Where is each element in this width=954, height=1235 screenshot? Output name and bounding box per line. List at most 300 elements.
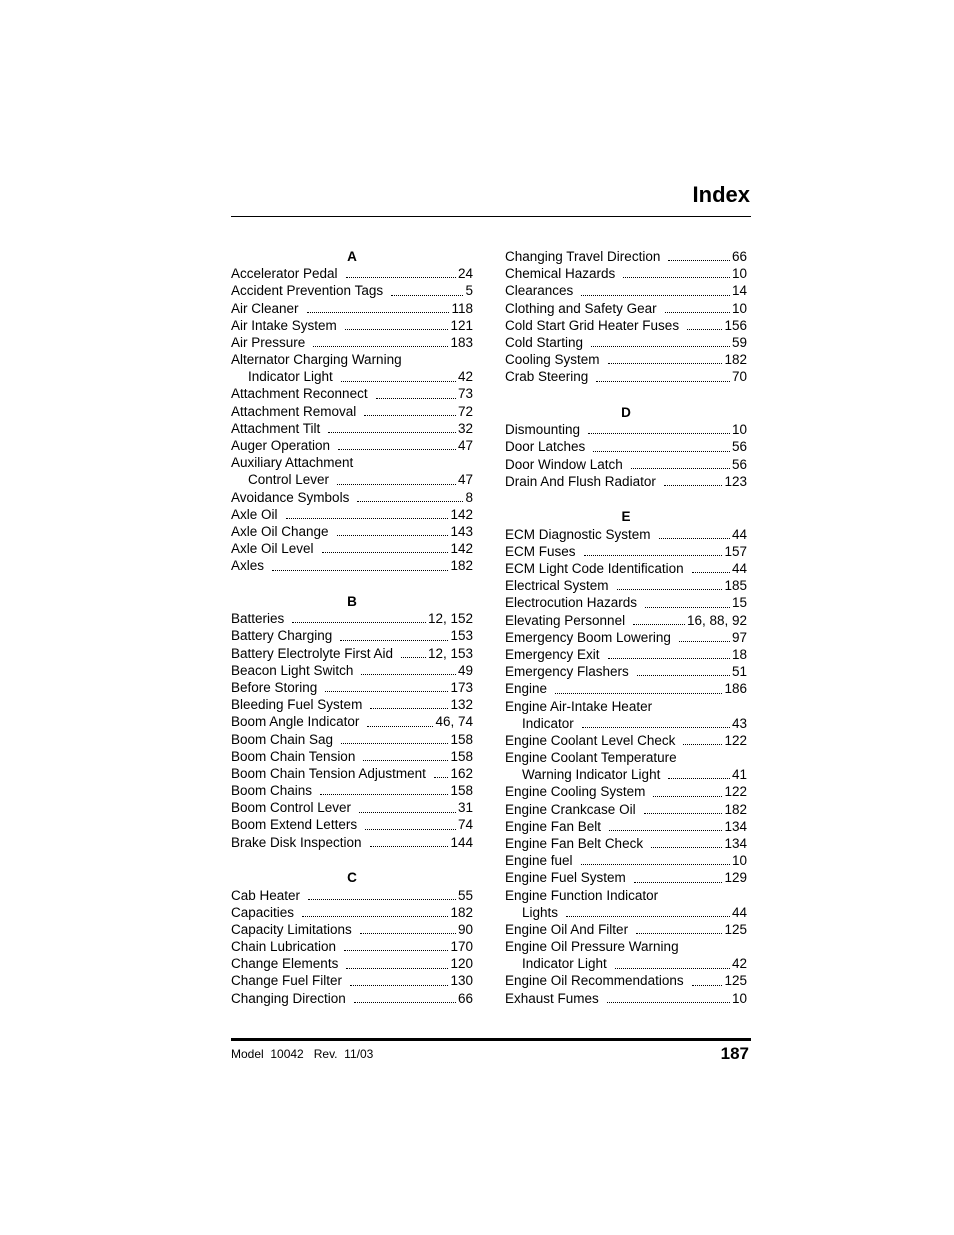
- index-entry-page: 144: [450, 834, 473, 850]
- dot-leader: [631, 468, 730, 469]
- index-entry-term: Axle Oil Change: [231, 523, 329, 539]
- index-entry-term: Chemical Hazards: [505, 266, 616, 282]
- index-entry-term: Lights: [522, 904, 559, 920]
- dot-leader: [668, 260, 730, 261]
- index-entry-term: Indicator Light: [522, 956, 607, 972]
- index-entry: [505, 612, 747, 629]
- index-entry-term: Attachment Reconnect: [231, 386, 368, 402]
- section-spacer: [505, 386, 747, 405]
- index-entry: [505, 852, 747, 869]
- index-entry: [231, 489, 473, 506]
- index-entry-term: Crab Steering: [505, 369, 589, 385]
- index-entry-term: Change Fuel Filter: [231, 973, 343, 989]
- dot-leader: [692, 985, 723, 986]
- index-entry: [505, 560, 747, 577]
- dot-leader: [665, 312, 730, 313]
- dot-leader: [346, 968, 448, 969]
- index-entry: [231, 265, 473, 282]
- index-entry: [231, 834, 473, 851]
- dot-leader: [292, 622, 426, 623]
- dot-leader: [341, 743, 448, 744]
- section-spacer: [231, 851, 473, 870]
- index-entry-page: 162: [450, 765, 473, 781]
- index-column-right: [505, 248, 747, 1007]
- index-entry-page: 44: [731, 904, 747, 920]
- index-entry-term: Boom Chains: [231, 783, 313, 799]
- section-letter-heading: E: [621, 509, 631, 525]
- index-entry-term: ECM Fuses: [505, 543, 576, 559]
- section-letter-heading: D: [621, 405, 631, 420]
- index-entry-page: 41: [731, 767, 747, 783]
- index-entry-term: Door Latches: [505, 439, 586, 455]
- dot-leader: [401, 657, 426, 658]
- index-entry-page: 97: [731, 629, 747, 645]
- dot-leader: [683, 744, 722, 745]
- index-entry-term: Indicator Light: [248, 369, 333, 385]
- dot-leader: [644, 813, 723, 814]
- index-entry: [505, 921, 747, 938]
- dot-leader: [370, 708, 448, 709]
- index-entry-page: 10: [731, 300, 747, 316]
- index-entry-term: Boom Chain Tension: [231, 748, 356, 764]
- page-title: Index: [692, 182, 750, 207]
- section-spacer: [505, 490, 747, 509]
- index-entry: [505, 766, 747, 783]
- index-entry-page: 158: [450, 783, 473, 799]
- index-entry: [505, 904, 747, 921]
- index-entry-page: 118: [451, 300, 473, 316]
- index-entry-term: Dismounting: [505, 422, 581, 438]
- index-entry-term: Before Storing: [231, 679, 318, 695]
- index-entry-term: Boom Control Lever: [231, 800, 352, 816]
- index-entry: [505, 317, 747, 334]
- index-entry: [505, 818, 747, 835]
- index-entry-page: 14: [731, 283, 747, 299]
- index-entry-term: Boom Extend Letters: [231, 817, 358, 833]
- index-entry: [231, 799, 473, 816]
- dot-leader: [328, 432, 456, 433]
- index-entry-page: 157: [724, 543, 747, 559]
- index-entry: [231, 334, 473, 351]
- index-entry-page: 183: [450, 334, 473, 350]
- index-entry: [231, 921, 473, 938]
- dot-leader: [566, 916, 730, 917]
- index-entry-page: 8: [465, 489, 473, 505]
- section-letter-heading: A: [347, 249, 357, 264]
- index-entry-page: 158: [450, 748, 473, 764]
- index-entry-term: Change Elements: [231, 956, 339, 972]
- index-entry-page: 15: [731, 595, 747, 611]
- index-entry-page: 129: [724, 870, 747, 886]
- dot-leader: [623, 277, 730, 278]
- index-entry-term: Engine fuel: [505, 853, 573, 869]
- index-entry: [505, 715, 747, 732]
- dot-leader: [340, 640, 448, 641]
- dot-leader: [588, 433, 730, 434]
- index-entry-page: 173: [450, 679, 473, 695]
- dot-leader: [636, 933, 722, 934]
- dot-leader: [607, 1002, 730, 1003]
- index-entry-page: 32: [457, 420, 473, 436]
- index-entry-term: Emergency Flashers: [505, 664, 629, 680]
- index-entry-term: Beacon Light Switch: [231, 662, 354, 678]
- dot-leader: [338, 449, 456, 450]
- dot-leader: [591, 346, 730, 347]
- index-entry-term: Electrocution Hazards: [505, 595, 638, 611]
- dot-leader: [376, 398, 456, 399]
- index-entry-term: Auger Operation: [231, 438, 331, 454]
- dot-leader: [609, 830, 722, 831]
- index-entry: [505, 955, 747, 972]
- index-entry-page: 74: [457, 817, 473, 833]
- index-entry-page: 125: [724, 973, 747, 989]
- index-entry: [231, 765, 473, 782]
- index-entry: [231, 904, 473, 921]
- index-entry-term: Accelerator Pedal: [231, 266, 338, 282]
- index-entry-page: 121: [450, 317, 473, 333]
- index-entry-term: Chain Lubrication: [231, 939, 337, 955]
- dot-leader: [350, 985, 448, 986]
- index-entry: [231, 679, 473, 696]
- index-entry: [505, 438, 747, 455]
- index-entry-term: Battery Electrolyte First Aid: [231, 645, 394, 661]
- index-entry-page: 185: [724, 578, 747, 594]
- index-entry-page: 186: [724, 681, 747, 697]
- dot-leader: [363, 760, 448, 761]
- dot-leader: [608, 363, 723, 364]
- index-entry-term: Brake Disk Inspection: [231, 834, 362, 850]
- dot-leader: [313, 346, 448, 347]
- index-entry-term: Boom Chain Sag: [231, 731, 334, 747]
- index-entry-term-line: Auxiliary Attachment: [231, 455, 354, 471]
- dot-leader: [692, 572, 730, 573]
- index-entry: [505, 282, 747, 299]
- index-entry-page: 5: [465, 283, 473, 299]
- index-entry: [231, 386, 473, 403]
- index-entry: [505, 334, 747, 351]
- dot-leader: [687, 329, 722, 330]
- index-entry-term: Capacities: [231, 904, 295, 920]
- index-entry-page: 142: [450, 506, 473, 522]
- title-rule: [231, 216, 751, 217]
- index-entry-page: 156: [724, 317, 747, 333]
- index-entry: [231, 300, 473, 317]
- index-entry-term: Indicator: [522, 715, 574, 731]
- section-letter-heading: C: [347, 870, 357, 886]
- index-entry-term: Clothing and Safety Gear: [505, 300, 657, 316]
- index-entry-page: 44: [731, 526, 747, 542]
- index-entry: [505, 663, 747, 680]
- index-entry-term: Changing Direction: [231, 990, 346, 1006]
- index-entry: [231, 282, 473, 299]
- index-entry: [231, 610, 473, 627]
- index-entry-page: 10: [731, 990, 747, 1006]
- index-entry-term: ECM Diagnostic System: [505, 526, 651, 542]
- index-entry-term: Engine Fan Belt Check: [505, 835, 644, 851]
- index-entry-page: 73: [457, 386, 473, 402]
- index-entry: [505, 783, 747, 800]
- section-letter-heading: B: [347, 594, 357, 610]
- index-entry-page: 142: [450, 541, 473, 557]
- index-entry-page: 182: [450, 558, 473, 574]
- dot-leader: [584, 555, 723, 556]
- index-entry-page: 55: [457, 887, 473, 903]
- index-entry: [231, 645, 473, 662]
- dot-leader: [637, 675, 730, 676]
- index-entry-term: Warning Indicator Light: [522, 767, 661, 783]
- index-entry-term: Elevating Personnel: [505, 612, 626, 628]
- index-entry: [505, 368, 747, 385]
- index-entry: [231, 557, 473, 574]
- dot-leader: [434, 777, 449, 778]
- index-entry-term: Capacity Limitations: [231, 921, 352, 937]
- dot-leader: [364, 415, 456, 416]
- index-entry-page: 72: [457, 403, 473, 419]
- dot-leader: [596, 381, 730, 382]
- index-entry-term: Attachment Tilt: [231, 420, 321, 436]
- index-entry-term: Control Lever: [248, 472, 330, 488]
- dot-leader: [344, 950, 448, 951]
- index-entry-term: Emergency Exit: [505, 646, 600, 662]
- dot-leader: [337, 535, 449, 536]
- index-entry-term-line: Engine Function Indicator: [505, 887, 659, 903]
- index-entry: [231, 403, 473, 420]
- index-entry-term-line: Alternator Charging Warning: [231, 352, 402, 368]
- dot-leader: [367, 726, 433, 727]
- index-entry-page: 182: [724, 352, 747, 368]
- dot-leader: [286, 518, 449, 519]
- dot-leader: [581, 864, 730, 865]
- index-entry-page: 43: [731, 715, 747, 731]
- index-entry-page: 123: [724, 473, 747, 489]
- index-entry-term: Cold Starting: [505, 334, 584, 350]
- dot-leader: [302, 916, 448, 917]
- index-entry-term: Clearances: [505, 283, 574, 299]
- index-entry-page: 130: [450, 973, 473, 989]
- index-entry-term: Electrical System: [505, 578, 609, 594]
- dot-leader: [365, 829, 456, 830]
- index-entry-page: 158: [450, 731, 473, 747]
- index-entry: [505, 248, 747, 265]
- index-entry-page: 70: [731, 369, 747, 385]
- dot-leader: [391, 295, 463, 296]
- index-entry: [231, 973, 473, 990]
- index-entry-term: Bleeding Fuel System: [231, 697, 363, 713]
- index-entry-term: Accident Prevention Tags: [231, 283, 384, 299]
- index-entry: [231, 696, 473, 713]
- index-entry-term: Engine Oil Recommendations: [505, 973, 684, 989]
- index-entry: [505, 577, 747, 594]
- index-entry-term: Axle Oil Level: [231, 541, 314, 557]
- index-entry: [505, 300, 747, 317]
- dot-leader: [359, 812, 456, 813]
- index-entry-page: 18: [731, 646, 747, 662]
- index-entry-page: 10: [731, 266, 747, 282]
- index-entry-page: 125: [724, 921, 747, 937]
- index-entry: [231, 782, 473, 799]
- index-entry-term: Engine Fuel System: [505, 870, 626, 886]
- index-entry: [231, 938, 473, 955]
- index-entry-term: Axles: [231, 558, 265, 574]
- index-entry: [505, 801, 747, 818]
- index-entry: [505, 869, 747, 886]
- dot-leader: [354, 1002, 456, 1003]
- index-entry-page: 134: [724, 835, 747, 851]
- dot-leader: [651, 847, 722, 848]
- index-entry-page: 182: [450, 904, 473, 920]
- index-entry: [505, 732, 747, 749]
- index-entry-term: Batteries: [231, 611, 285, 627]
- dot-leader: [668, 778, 730, 779]
- index-entry: [505, 990, 747, 1007]
- index-entry-page: 90: [457, 921, 473, 937]
- dot-leader: [341, 381, 456, 382]
- index-entry: [231, 506, 473, 523]
- index-entry-page: 42: [731, 956, 747, 972]
- index-entry: [505, 421, 747, 438]
- index-entry-term: Avoidance Symbols: [231, 489, 350, 505]
- index-entry-term: Boom Chain Tension Adjustment: [231, 765, 426, 781]
- index-entry: [231, 540, 473, 557]
- index-entry-page: 44: [731, 560, 747, 576]
- index-entry-term: Door Window Latch: [505, 456, 623, 472]
- index-entry: [231, 368, 473, 385]
- index-entry-term: Battery Charging: [231, 628, 333, 644]
- dot-leader: [582, 727, 730, 728]
- index-entry: [505, 973, 747, 990]
- index-entry: [505, 594, 747, 611]
- index-entry-term: Drain And Flush Radiator: [505, 473, 656, 489]
- dot-leader: [325, 691, 448, 692]
- dot-leader: [634, 882, 723, 883]
- index-entry-page: 170: [450, 939, 473, 955]
- index-entry-page: 12, 153: [427, 645, 473, 661]
- index-entry-term: Exhaust Fumes: [505, 990, 599, 1006]
- index-entry: [505, 351, 747, 368]
- index-entry: [505, 526, 747, 543]
- index-entry-term: Engine Oil And Filter: [505, 921, 629, 937]
- index-entry: [231, 627, 473, 644]
- section-spacer: [231, 575, 473, 594]
- dot-leader: [593, 451, 730, 452]
- dot-leader: [608, 658, 730, 659]
- index-entry: [231, 317, 473, 334]
- dot-leader: [322, 552, 449, 553]
- index-entry-page: 10: [731, 853, 747, 869]
- index-entry-page: 12, 152: [427, 611, 473, 627]
- index-entry-term: Attachment Removal: [231, 403, 357, 419]
- dot-leader: [345, 329, 449, 330]
- index-entry-term: Changing Travel Direction: [505, 248, 661, 264]
- index-entry: [231, 990, 473, 1007]
- index-entry: [231, 420, 473, 437]
- index-entry: [231, 887, 473, 904]
- index-entry: [505, 265, 747, 282]
- index-entry-page: 143: [450, 523, 473, 539]
- dot-leader: [308, 899, 456, 900]
- index-entry-page: 122: [724, 732, 747, 748]
- index-entry-page: 31: [457, 800, 473, 816]
- dot-leader: [664, 485, 723, 486]
- index-entry-term-line: Engine Air-Intake Heater: [505, 698, 653, 714]
- index-entry: [505, 473, 747, 490]
- footer-rule: [231, 1038, 751, 1041]
- index-entry: [231, 523, 473, 540]
- dot-leader: [617, 589, 723, 590]
- index-entry-page: 24: [457, 266, 473, 282]
- index-entry: [231, 748, 473, 765]
- index-entry-page: 122: [724, 784, 747, 800]
- index-entry-term: ECM Light Code Identification: [505, 560, 684, 576]
- index-entry: [505, 629, 747, 646]
- index-entry-page: 134: [724, 818, 747, 834]
- index-entry-term: Emergency Boom Lowering: [505, 629, 671, 645]
- dot-leader: [357, 501, 463, 502]
- index-entry-term: Engine Cooling System: [505, 784, 646, 800]
- dot-leader: [370, 846, 449, 847]
- dot-leader: [320, 794, 448, 795]
- dot-leader: [360, 933, 456, 934]
- index-entry-term: Cab Heater: [231, 887, 301, 903]
- footer-model-revision: Model 10042 Rev. 11/03: [231, 1047, 374, 1061]
- index-entry: [231, 731, 473, 748]
- index-entry: [505, 680, 747, 697]
- index-entry: [231, 817, 473, 834]
- index-entry-page: 47: [457, 472, 473, 488]
- index-entry-page: 59: [731, 334, 747, 350]
- index-entry-page: 56: [731, 456, 747, 472]
- index-entry-term: Boom Angle Indicator: [231, 714, 360, 730]
- dot-leader: [615, 968, 730, 969]
- index-entry-term: Engine Coolant Level Check: [505, 732, 676, 748]
- index-entry-page: 66: [731, 248, 747, 264]
- index-entry-page: 51: [731, 664, 747, 680]
- dot-leader: [679, 641, 730, 642]
- dot-leader: [653, 796, 722, 797]
- index-entry-term-line: Engine Oil Pressure Warning: [505, 939, 679, 955]
- index-entry: [505, 456, 747, 473]
- index-entry-term: Air Intake System: [231, 317, 337, 333]
- index-entry-page: 66: [457, 990, 473, 1006]
- dot-leader: [307, 312, 450, 313]
- index-entry: [505, 543, 747, 560]
- index-entry: [231, 662, 473, 679]
- index-entry-term: Axle Oil: [231, 506, 278, 522]
- dot-leader: [555, 693, 722, 694]
- index-entry-page: 42: [457, 369, 473, 385]
- index-entry-page: 49: [457, 662, 473, 678]
- index-column-left: [231, 248, 473, 1007]
- index-entry-term: Engine: [505, 681, 548, 697]
- index-entry: [231, 437, 473, 454]
- index-entry-page: 46, 74: [435, 714, 473, 730]
- index-entry-term: Air Pressure: [231, 334, 306, 350]
- index-entry-page: 47: [457, 438, 473, 454]
- index-entry-term: Cold Start Grid Heater Fuses: [505, 317, 680, 333]
- dot-leader: [346, 277, 456, 278]
- index-entry-page: 182: [724, 801, 747, 817]
- index-entry-term: Engine Fan Belt: [505, 818, 602, 834]
- dot-leader: [659, 538, 730, 539]
- index-entry-term: Air Cleaner: [231, 300, 299, 316]
- index-entry: [231, 713, 473, 730]
- index-entry: [505, 646, 747, 663]
- index-entry-term-line: Engine Coolant Temperature: [505, 750, 677, 766]
- dot-leader: [633, 624, 685, 625]
- dot-leader: [581, 295, 730, 296]
- index-entry-page: 10: [731, 422, 747, 438]
- index-entry-page: 132: [450, 697, 473, 713]
